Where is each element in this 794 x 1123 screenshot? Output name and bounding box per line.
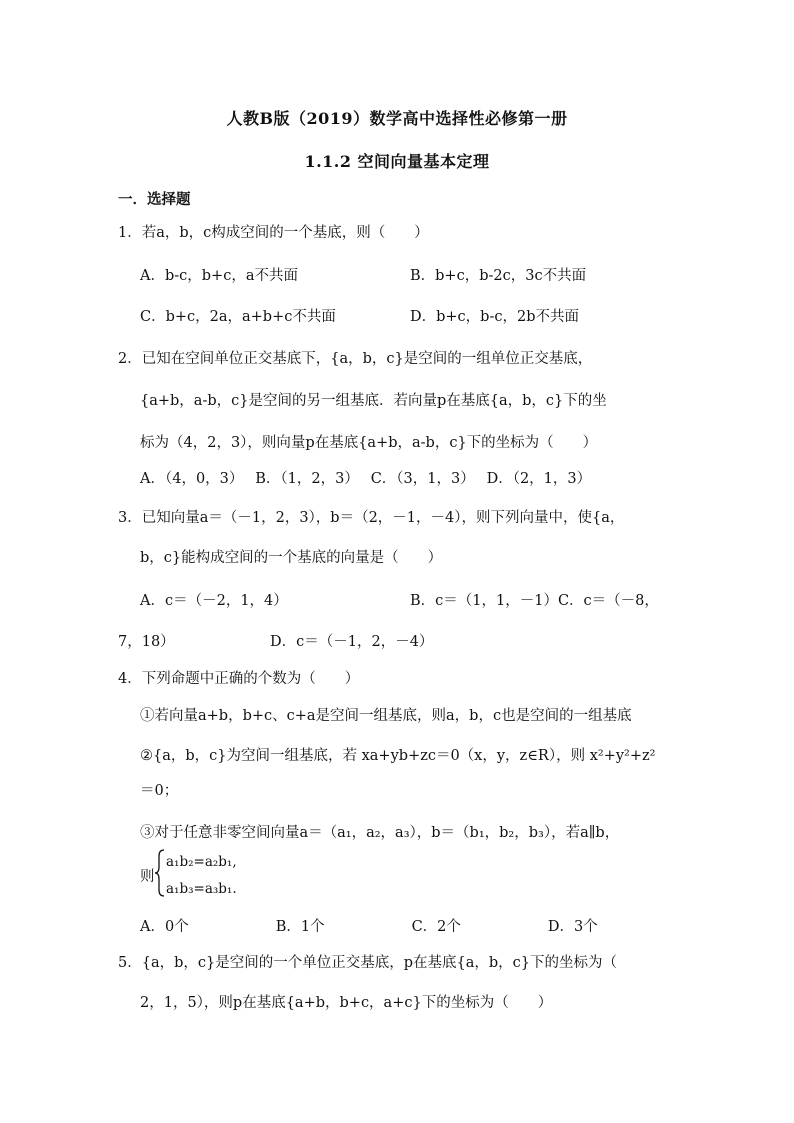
q4-item-1: ①若向量a+b，b+c、c+a是空间一组基底，则a，b，c也是空间的一组基底 [140, 708, 632, 724]
q3-line-continued: 7，18） [118, 634, 175, 650]
q4-stem: 4．下列命题中正确的个数为（ ） [118, 671, 360, 687]
q4-system-eq-2: a₁b₃=a₃b₁. [166, 881, 237, 897]
q2-options: A．（4，0，3） B．（1，2，3） C．（3，1，3） D．（2，1，3） [140, 471, 592, 487]
q1-stem: 1．若a，b，c构成空间的一个基底，则（ ） [118, 225, 429, 241]
q3-line-2: b，c}能构成空间的一个基底的向量是（ ） [140, 550, 443, 566]
q2-line-1: 2．已知在空间单位正交基底下，{a，b，c}是空间的一组单位正交基底， [118, 351, 593, 367]
q1-option-c: C．b+c，2a，a+b+c不共面 [140, 309, 336, 325]
document-subtitle: 1.1.2 空间向量基本定理 [304, 152, 490, 171]
q4-system-eq-1: a₁b₂=a₂b₁, [166, 854, 237, 870]
q1-option-b: B．b+c，b-2c，3c不共面 [410, 268, 587, 284]
q3-option-d: D．c＝（－1，2，－4） [270, 634, 434, 650]
q4-item-3: ③对于任意非零空间向量a＝（a₁，a₂，a₃），b＝（b₁，b₂，b₃），若a∥b， [140, 825, 620, 841]
q4-then-label: 则 [140, 869, 155, 885]
q5-line-2: 2，1，5），则p在基底{a+b，b+c，a+c}下的坐标为（ ） [140, 995, 553, 1011]
q1-option-d: D．b+c，b-c，2b不共面 [410, 309, 579, 325]
section-heading: 一．选择题 [118, 191, 191, 208]
q4-item-2-continued: ＝0； [140, 783, 179, 799]
q1-option-a: A．b-c，b+c，a不共面 [140, 268, 298, 284]
q4-item-2: ②{a，b，c}为空间一组基底，若 xa+yb+zc＝0（x，y，z∈R），则 x²+y²+z² [140, 748, 656, 764]
q3-option-b-c: B．c＝（1，1，－1）C．c＝（－8， [410, 593, 659, 609]
q2-line-2: {a+b，a-b，c}是空间的另一组基底．若向量p在基底{a，b，c}下的坐 [140, 393, 607, 409]
q3-line-1: 3．已知向量a＝（－1，2，3），b＝（2，－1，－4），则下列向量中，使{a， [118, 510, 625, 526]
q3-option-a: A．c＝（－2，1，4） [140, 593, 288, 609]
q2-line-3: 标为（4，2，3），则向量p在基底{a+b，a-b，c}下的坐标为（ ） [140, 435, 598, 451]
document-title: 人教B版（2019）数学高中选择性必修第一册 [226, 109, 568, 128]
q5-line-1: 5．{a，b，c}是空间的一个单位正交基底，p在基底{a，b，c}下的坐标为（ [118, 955, 618, 971]
q4-options: A．0个 B．1个 C．2个 D．3个 [140, 919, 598, 935]
left-brace-icon [154, 848, 166, 898]
